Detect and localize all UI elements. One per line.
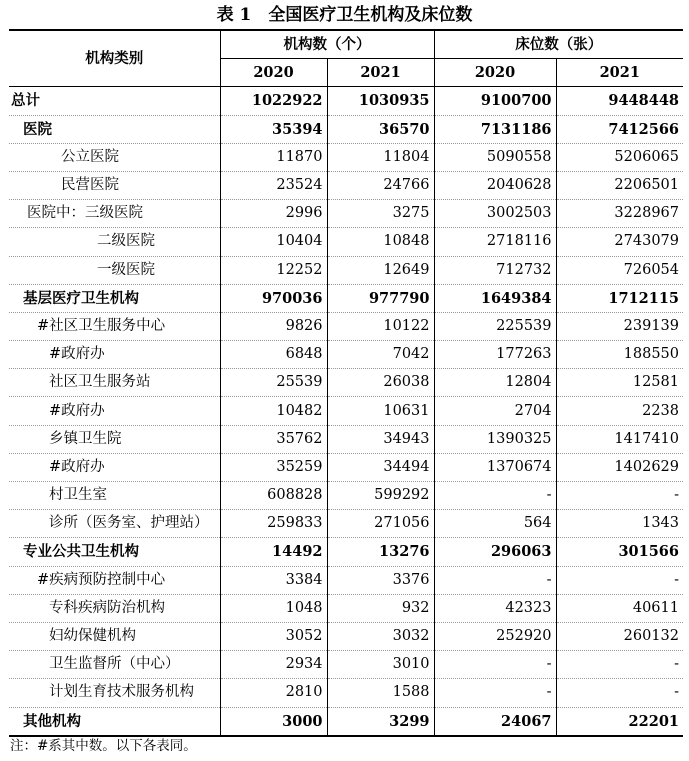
cell-value: 42323: [434, 594, 556, 622]
cell-value: 7042: [327, 341, 434, 369]
cell-value: 2810: [220, 679, 327, 707]
table-row: [9, 284, 683, 312]
table-row: [9, 171, 683, 199]
cell-value: 599292: [327, 482, 434, 510]
cell-value: 259833: [220, 510, 327, 538]
row-label: #社区卫生服务中心: [9, 312, 220, 340]
row-label: #疾病预防控制中心: [9, 566, 220, 594]
cell-value: 3376: [327, 566, 434, 594]
cell-value: 35762: [220, 425, 327, 453]
cell-value: 252920: [434, 622, 556, 650]
cell-value: 970036: [220, 284, 327, 312]
cell-value: 712732: [434, 256, 556, 284]
cell-value: 11870: [220, 143, 327, 171]
cell-value: 3384: [220, 566, 327, 594]
year-header: 2020: [220, 59, 327, 87]
table-title: 表 1 全国医疗卫生机构及床位数: [216, 5, 473, 25]
hospital-statistics-table: [9, 29, 683, 737]
cell-value: 10848: [327, 228, 434, 256]
cell-value: 13276: [327, 538, 434, 566]
cell-value: 12252: [220, 256, 327, 284]
table-note: 注：#系其中数。以下各表同。: [10, 738, 197, 754]
row-label: 专科疾病防治机构: [9, 594, 220, 622]
cell-value: 3000: [220, 707, 327, 736]
cell-value: 2206501: [556, 171, 683, 199]
cell-value: 9826: [220, 312, 327, 340]
cell-value: 932: [327, 594, 434, 622]
cell-value: 3002503: [434, 200, 556, 228]
cell-value: 11804: [327, 143, 434, 171]
cell-value: 10631: [327, 397, 434, 425]
cell-value: 1030935: [327, 87, 434, 115]
cell-value: 1417410: [556, 425, 683, 453]
row-label: 计划生育技术服务机构: [9, 679, 220, 707]
cell-value: 34494: [327, 453, 434, 481]
cell-value: 14492: [220, 538, 327, 566]
cell-value: 5090558: [434, 143, 556, 171]
cell-value: -: [556, 566, 683, 594]
row-label: 妇幼保健机构: [9, 622, 220, 650]
cell-value: 1343: [556, 510, 683, 538]
table-row: [9, 651, 683, 679]
cell-value: 1712115: [556, 284, 683, 312]
cell-value: -: [556, 651, 683, 679]
cell-value: 10404: [220, 228, 327, 256]
cell-value: -: [434, 651, 556, 679]
cell-value: 3010: [327, 651, 434, 679]
table-row: [9, 679, 683, 707]
row-label: #政府办: [9, 397, 220, 425]
cell-value: 6848: [220, 341, 327, 369]
cell-value: 301566: [556, 538, 683, 566]
table-row: [9, 707, 683, 736]
cell-value: 177263: [434, 341, 556, 369]
year-header: 2020: [434, 59, 556, 87]
table-row: [9, 594, 683, 622]
institutions-header: 机构数（个）: [220, 30, 434, 59]
cell-value: 7131186: [434, 115, 556, 143]
cell-value: 2743079: [556, 228, 683, 256]
cell-value: 7412566: [556, 115, 683, 143]
table-row: [9, 397, 683, 425]
table-row: [9, 425, 683, 453]
cell-value: -: [556, 482, 683, 510]
cell-value: 188550: [556, 341, 683, 369]
cell-value: 10122: [327, 312, 434, 340]
row-label: 一级医院: [9, 256, 220, 284]
cell-value: 2040628: [434, 171, 556, 199]
cell-value: 12581: [556, 369, 683, 397]
table-row: [9, 341, 683, 369]
cell-value: 3032: [327, 622, 434, 650]
row-label: #政府办: [9, 341, 220, 369]
cell-value: 3228967: [556, 200, 683, 228]
cell-value: 35394: [220, 115, 327, 143]
row-label: 医院中：三级医院: [9, 200, 220, 228]
cell-value: 9448448: [556, 87, 683, 115]
cell-value: 2704: [434, 397, 556, 425]
row-label: 基层医疗卫生机构: [9, 284, 220, 312]
cell-value: -: [556, 679, 683, 707]
cell-value: 25539: [220, 369, 327, 397]
cell-value: 239139: [556, 312, 683, 340]
cell-value: 260132: [556, 622, 683, 650]
cell-value: 36570: [327, 115, 434, 143]
table-row: [9, 453, 683, 481]
cell-value: 24067: [434, 707, 556, 736]
row-label: 医院: [9, 115, 220, 143]
cell-value: 3299: [327, 707, 434, 736]
row-label: 社区卫生服务站: [9, 369, 220, 397]
cell-value: 3052: [220, 622, 327, 650]
table-row: [9, 312, 683, 340]
cell-value: 34943: [327, 425, 434, 453]
table-row: [9, 510, 683, 538]
table-row: [9, 538, 683, 566]
table-row: [9, 200, 683, 228]
cell-value: 977790: [327, 284, 434, 312]
row-label: 村卫生室: [9, 482, 220, 510]
cell-value: 1022922: [220, 87, 327, 115]
row-label: 二级医院: [9, 228, 220, 256]
cell-value: 26038: [327, 369, 434, 397]
year-header: 2021: [556, 59, 683, 87]
table-row: [9, 228, 683, 256]
table-row: [9, 87, 683, 115]
cell-value: 12649: [327, 256, 434, 284]
row-label: 专业公共卫生机构: [9, 538, 220, 566]
table-row: [9, 566, 683, 594]
table-row: [9, 115, 683, 143]
row-label: 诊所（医务室、护理站）: [9, 510, 220, 538]
cell-value: 1649384: [434, 284, 556, 312]
cell-value: -: [434, 482, 556, 510]
category-header: 机构类别: [9, 30, 220, 87]
row-label: 卫生监督所（中心）: [9, 651, 220, 679]
cell-value: 10482: [220, 397, 327, 425]
cell-value: 1390325: [434, 425, 556, 453]
cell-value: 40611: [556, 594, 683, 622]
year-header: 2021: [327, 59, 434, 87]
row-label: 民营医院: [9, 171, 220, 199]
beds-header: 床位数（张）: [434, 30, 683, 59]
cell-value: 9100700: [434, 87, 556, 115]
cell-value: 12804: [434, 369, 556, 397]
cell-value: 2718116: [434, 228, 556, 256]
cell-value: -: [434, 679, 556, 707]
cell-value: 23524: [220, 171, 327, 199]
table-row: [9, 482, 683, 510]
table-row: [9, 622, 683, 650]
cell-value: 1402629: [556, 453, 683, 481]
cell-value: 5206065: [556, 143, 683, 171]
cell-value: 726054: [556, 256, 683, 284]
table-row: [9, 256, 683, 284]
row-label: #政府办: [9, 453, 220, 481]
cell-value: 2238: [556, 397, 683, 425]
cell-value: 296063: [434, 538, 556, 566]
cell-value: 271056: [327, 510, 434, 538]
cell-value: 2934: [220, 651, 327, 679]
cell-value: 22201: [556, 707, 683, 736]
cell-value: 3275: [327, 200, 434, 228]
cell-value: 2996: [220, 200, 327, 228]
cell-value: 1370674: [434, 453, 556, 481]
cell-value: 1048: [220, 594, 327, 622]
row-label: 乡镇卫生院: [9, 425, 220, 453]
cell-value: 564: [434, 510, 556, 538]
cell-value: 608828: [220, 482, 327, 510]
cell-value: 24766: [327, 171, 434, 199]
table-row: [9, 369, 683, 397]
cell-value: 225539: [434, 312, 556, 340]
cell-value: 35259: [220, 453, 327, 481]
table-row: [9, 143, 683, 171]
row-label: 公立医院: [9, 143, 220, 171]
row-label: 总计: [9, 87, 220, 115]
cell-value: 1588: [327, 679, 434, 707]
cell-value: -: [434, 566, 556, 594]
table-body: [9, 87, 683, 736]
row-label: 其他机构: [9, 707, 220, 736]
